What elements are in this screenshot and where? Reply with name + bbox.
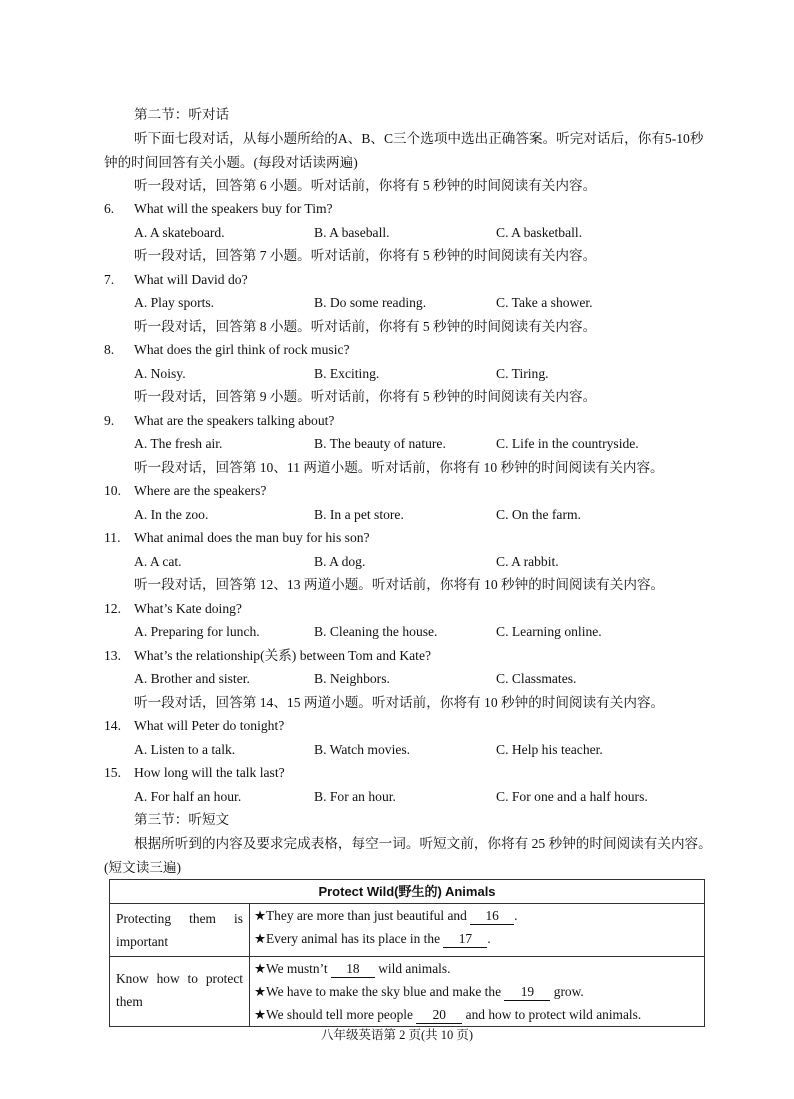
option-a: A. Preparing for lunch.	[134, 624, 260, 639]
row-content	[250, 904, 705, 957]
option-b: B. A baseball.	[314, 225, 390, 240]
option-b: B. Watch movies.	[314, 742, 411, 757]
line-text: ★Every animal has its place in the	[254, 931, 441, 946]
question-number: 8.	[104, 342, 115, 357]
option-c: C. Tiring.	[496, 366, 549, 381]
option-a: A. The fresh air.	[134, 436, 223, 451]
question-text: What will Peter do tonight?	[134, 718, 285, 733]
dialogue-intro: 听一段对话，回答第 10、11 两道小题。听对话前，你将有 10 秒钟的时间阅读有关内容。	[134, 460, 664, 475]
dialogue-intro: 听一段对话，回答第 8 小题。听对话前，你将有 5 秒钟的时间阅读有关内容。	[134, 319, 597, 334]
option-b: B. Exciting.	[314, 366, 380, 381]
answer-blank-16[interactable]: 16	[470, 908, 514, 925]
option-a: A. Noisy.	[134, 366, 186, 381]
question-number: 6.	[104, 201, 115, 216]
option-a: A. A cat.	[134, 554, 182, 569]
option-c: C. For one and a half hours.	[496, 789, 648, 804]
option-c: C. Life in the countryside.	[496, 436, 639, 451]
question-text: Where are the speakers?	[134, 483, 267, 498]
line-text: ★We have to make the sky blue and make the	[254, 984, 502, 999]
option-c: C. Classmates.	[496, 671, 577, 686]
line-text: grow.	[553, 984, 584, 999]
dialogue-intro: 听一段对话，回答第 7 小题。听对话前，你将有 5 秒钟的时间阅读有关内容。	[134, 248, 597, 263]
option-b: B. A dog.	[314, 554, 366, 569]
question-number: 14.	[104, 718, 121, 733]
line-text: wild animals.	[378, 961, 451, 976]
option-a: A. For half an hour.	[134, 789, 242, 804]
question-number: 13.	[104, 648, 121, 663]
question-number: 11.	[104, 530, 121, 545]
question-number: 15.	[104, 765, 121, 780]
option-a: A. In the zoo.	[134, 507, 209, 522]
question-number: 10.	[104, 483, 121, 498]
answer-blank-20[interactable]: 20	[416, 1007, 462, 1024]
fill-line	[254, 957, 700, 980]
question-number: 9.	[104, 413, 115, 428]
table-header-row	[110, 880, 705, 904]
answer-blank-17[interactable]: 17	[443, 931, 487, 948]
option-b: B. Neighbors.	[314, 671, 390, 686]
fill-line	[254, 904, 700, 927]
line-text: .	[514, 908, 518, 923]
dialogue-intro: 听一段对话，回答第 6 小题。听对话前，你将有 5 秒钟的时间阅读有关内容。	[134, 178, 597, 193]
line-text: and how to protect wild animals.	[465, 1007, 642, 1022]
section-3-title: 第三节：听短文	[134, 812, 230, 827]
line-text: ★They are more than just beautiful and	[254, 908, 467, 923]
question-number: 12.	[104, 601, 121, 616]
row-label: Know how to protect them	[110, 957, 250, 1027]
fill-line	[254, 1003, 700, 1026]
line-text: .	[487, 931, 491, 946]
table-title: Protect Wild(野生的) Animals	[110, 880, 705, 904]
option-b: B. The beauty of nature.	[314, 436, 446, 451]
row-label: Protecting them is important	[110, 904, 250, 957]
option-c: C. A rabbit.	[496, 554, 559, 569]
option-a: A. Play sports.	[134, 295, 215, 310]
option-c: C. Help his teacher.	[496, 742, 603, 757]
protect-wild-animals-table	[109, 879, 705, 1027]
option-c: C. A basketball.	[496, 225, 583, 240]
option-c: C. Take a shower.	[496, 295, 593, 310]
dialogue-intro: 听一段对话，回答第 14、15 两道小题。听对话前，你将有 10 秒钟的时间阅读有关内容。	[134, 695, 665, 710]
option-b: B. For an hour.	[314, 789, 396, 804]
section-2-instructions: 听下面七段对话，从每小题所给的A、B、C三个选项中选出正确答案。听完对话后，你有5-10秒钟的时间回答有关小题。(每段对话读两遍)	[104, 131, 704, 170]
section-2-title: 第二节：听对话	[134, 107, 230, 122]
answer-blank-18[interactable]: 18	[331, 961, 375, 978]
line-text: ★We mustn’t	[254, 961, 328, 976]
option-a: A. Listen to a talk.	[134, 742, 236, 757]
question-text: What does the girl think of rock music?	[134, 342, 350, 357]
question-text: What’s Kate doing?	[134, 601, 242, 616]
table-row	[110, 957, 705, 1027]
option-b: B. Cleaning the house.	[314, 624, 438, 639]
question-text: What will David do?	[134, 272, 248, 287]
option-a: A. A skateboard.	[134, 225, 225, 240]
dialogue-intro: 听一段对话，回答第 12、13 两道小题。听对话前，你将有 10 秒钟的时间阅读有关内容。	[134, 577, 665, 592]
option-b: B. Do some reading.	[314, 295, 427, 310]
table-row	[110, 904, 705, 957]
option-b: B. In a pet store.	[314, 507, 404, 522]
question-text: What will the speakers buy for Tim?	[134, 201, 333, 216]
dialogue-intro: 听一段对话，回答第 9 小题。听对话前，你将有 5 秒钟的时间阅读有关内容。	[134, 389, 597, 404]
fill-line	[254, 927, 700, 950]
question-text: What’s the relationship(关系) between Tom and Kate?	[134, 648, 432, 663]
question-text: What animal does the man buy for his son?	[134, 530, 370, 545]
line-text: ★We should tell more people	[254, 1007, 413, 1022]
question-text: How long will the talk last?	[134, 765, 285, 780]
question-number: 7.	[104, 272, 115, 287]
option-a: A. Brother and sister.	[134, 671, 250, 686]
question-text: What are the speakers talking about?	[134, 413, 335, 428]
section-3-instructions: 根据所听到的内容及要求完成表格，每空一词。听短文前，你将有 25 秒钟的时间阅读有关内容。(短文读三遍)	[104, 836, 712, 875]
fill-line	[254, 980, 700, 1003]
answer-blank-19[interactable]: 19	[504, 984, 550, 1001]
option-c: C. On the farm.	[496, 507, 581, 522]
row-content	[250, 957, 705, 1027]
page-footer: 八年级英语第 2 页(共 10 页)	[320, 1028, 474, 1042]
option-c: C. Learning online.	[496, 624, 602, 639]
